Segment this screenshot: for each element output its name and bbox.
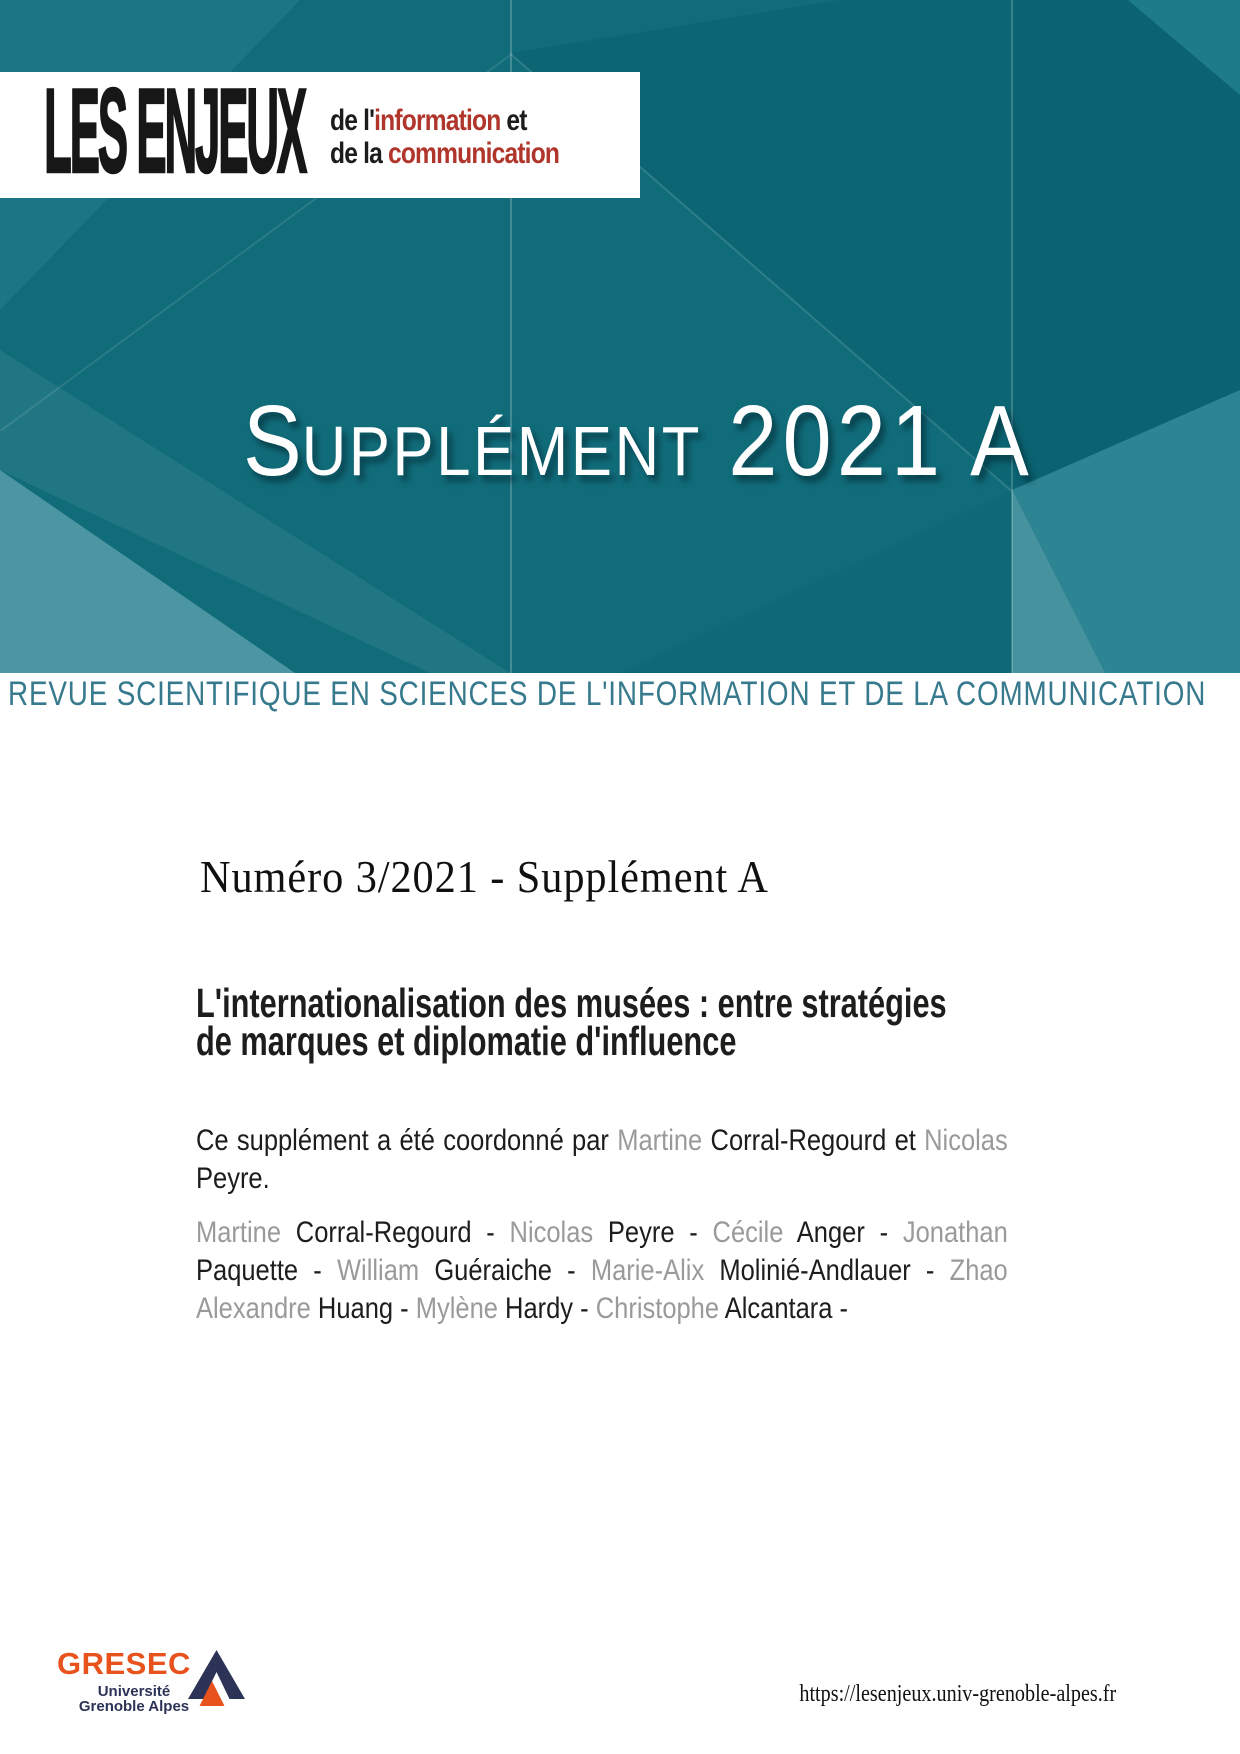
journal-logo-title: LES ENJEUX: [44, 64, 306, 198]
supplement-title-edition: 2021 A: [728, 385, 1035, 497]
university-label: Université Grenoble Alpes: [78, 1683, 190, 1715]
journal-tagline-text: REVUE SCIENTIFIQUE EN SCIENCES DE L'INFORMATION ET DE LA COMMUNICATION: [8, 675, 1207, 713]
journal-logo-subtitle: [330, 104, 559, 170]
coordination-note: Ce supplément a été coordonné par Martine Corral-Regourd et Nicolas Peyre.: [196, 1124, 1008, 1195]
journal-logo-subtitle-line2: de la communication: [330, 137, 560, 170]
supplement-title-word: UPPLÉMENT: [301, 412, 702, 490]
issue-heading: Numéro 3/2021 - Supplément A: [200, 851, 769, 902]
dossier-title: L'internationalisation des musées : entre stratégies de marques et diplomatie d'influence: [196, 980, 947, 1064]
supplement-title-initial: S: [243, 385, 302, 497]
supplement-title: [243, 385, 1035, 497]
gresec-wordmark: GRESEC: [57, 1646, 191, 1681]
cover-header: [0, 0, 1240, 673]
journal-logo: [0, 64, 640, 198]
journal-tagline: [8, 674, 1234, 714]
journal-url[interactable]: https://lesenjeux.univ-grenoble-alpes.fr: [799, 1681, 1116, 1707]
authors-list: Martine Corral-Regourd - Nicolas Peyre - Cécile Anger - Jonathan Paquette - William Guéraiche - Marie-Alix Molinié-Andlauer - Zhao Alexandre Huang - Mylène Hardy - Christophe Alcantara -: [196, 1216, 1008, 1325]
journal-logo-subtitle-line1: de l'information et: [330, 104, 527, 137]
background-seam: [1011, 0, 1013, 673]
